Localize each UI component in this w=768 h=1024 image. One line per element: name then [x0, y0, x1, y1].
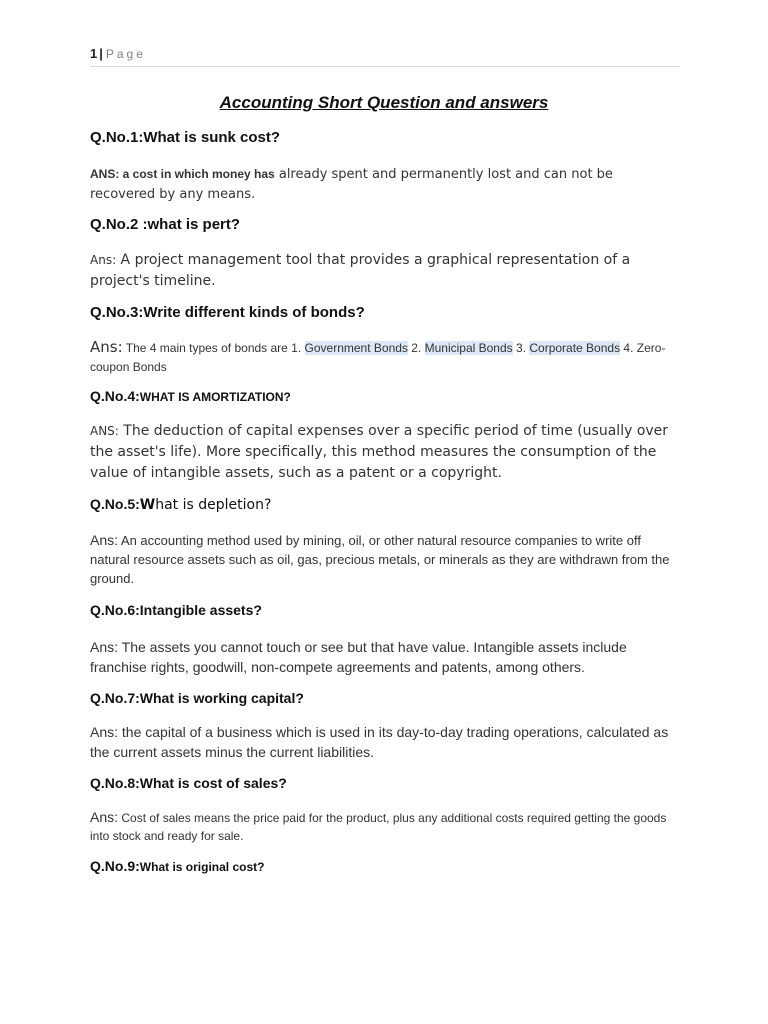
question-2-text: what is pert?: [147, 216, 241, 233]
question-2: [90, 216, 680, 233]
answer-8-label: Ans:: [90, 809, 119, 825]
question-1-prefix: Q.No.1:: [90, 129, 144, 146]
answer-4: [90, 421, 680, 484]
question-5-text: hat is depletion?: [155, 497, 272, 513]
question-4-text: WHAT IS AMORTIZATION?: [139, 390, 291, 404]
answer-3-sep-1: 2.: [407, 341, 425, 355]
answer-7: [90, 722, 680, 762]
answer-4-label: ANS:: [90, 424, 119, 438]
answer-3-outro: 4. Zero-coupon Bonds: [90, 341, 666, 374]
question-5-initial: W: [139, 497, 156, 513]
question-9-prefix: Q.No.9:: [90, 858, 140, 874]
answer-7-text: the capital of a business which is used in its day-to-day trading operations, calculated as the current assets minus the current liabilities.: [90, 724, 669, 760]
bond-type-municipal: Municipal Bonds: [424, 341, 513, 355]
bond-type-corporate: Corporate Bonds: [529, 341, 621, 355]
answer-6: [90, 637, 680, 677]
question-7-prefix: Q.No.7:: [90, 690, 140, 706]
question-9-text: What is original cost?: [139, 860, 265, 874]
question-3-text: Write different kinds of bonds?: [143, 304, 365, 321]
answer-2-text: A project management tool that provides a graphical representation of a project's timeline.: [90, 252, 631, 289]
page-header: [90, 46, 680, 67]
question-9: [90, 858, 680, 874]
question-8-text: What is cost of sales?: [139, 775, 287, 791]
answer-1-text: already spent and permanently lost and can not be recovered by any means.: [90, 167, 613, 202]
answer-3-label: Ans:: [90, 338, 123, 356]
question-6: [90, 602, 680, 618]
question-4: [90, 388, 680, 404]
answer-3: [90, 338, 680, 377]
bond-type-government: Government Bonds: [304, 341, 408, 355]
question-7: [90, 690, 680, 706]
header-separator: |: [99, 46, 103, 61]
answer-3-sep-2: 3.: [512, 341, 530, 355]
question-1: [90, 129, 680, 146]
question-6-prefix: Q.No.6:: [90, 602, 140, 618]
question-1-text: What is sunk cost?: [143, 129, 281, 146]
page-word: Page: [105, 47, 146, 61]
answer-5-label: Ans:: [90, 532, 119, 548]
question-4-prefix: Q.No.4:: [90, 388, 140, 404]
question-5-prefix: Q.No.5:: [90, 496, 140, 512]
question-2-prefix: Q.No.2 :: [90, 216, 148, 233]
answer-2-label: Ans:: [90, 253, 117, 267]
answer-3-intro: The 4 main types of bonds are 1.: [122, 341, 305, 355]
page-number: 1: [90, 46, 98, 61]
answer-7-label: Ans:: [90, 724, 119, 740]
answer-5-text: An accounting method used by mining, oil, or other natural resource companies to write off natural resource assets such as oil, gas, precious metals, or minerals as they are withdrawn from the ground.: [90, 533, 670, 586]
document-title: Accounting Short Question and answers: [219, 93, 549, 112]
answer-8: [90, 808, 680, 845]
question-7-text: What is working capital?: [139, 690, 304, 706]
answer-6-text: The assets you cannot touch or see but that have value. Intangible assets include franchise rights, goodwill, non-compete agreements and patents, among others.: [90, 639, 627, 675]
answer-2: [90, 250, 680, 292]
question-3-prefix: Q.No.3:: [90, 304, 144, 321]
question-6-text: Intangible assets?: [139, 602, 262, 618]
answer-1-label: ANS: a cost in which money has: [90, 167, 275, 181]
answer-5: [90, 531, 680, 588]
question-8: [90, 775, 680, 791]
answer-1: [90, 164, 680, 205]
question-5: [90, 496, 680, 513]
answer-6-label: Ans:: [90, 639, 119, 655]
question-8-prefix: Q.No.8:: [90, 775, 140, 791]
answer-4-text: The deduction of capital expenses over a specific period of time (usually over the asset's life). More specifically, this method measures the consumption of the value of intangible assets, such as a patent or a copyright.: [90, 423, 669, 481]
answer-8-text: Cost of sales means the price paid for the product, plus any additional costs required getting the goods into stock and ready for sale.: [90, 811, 667, 843]
question-3: [90, 304, 680, 321]
